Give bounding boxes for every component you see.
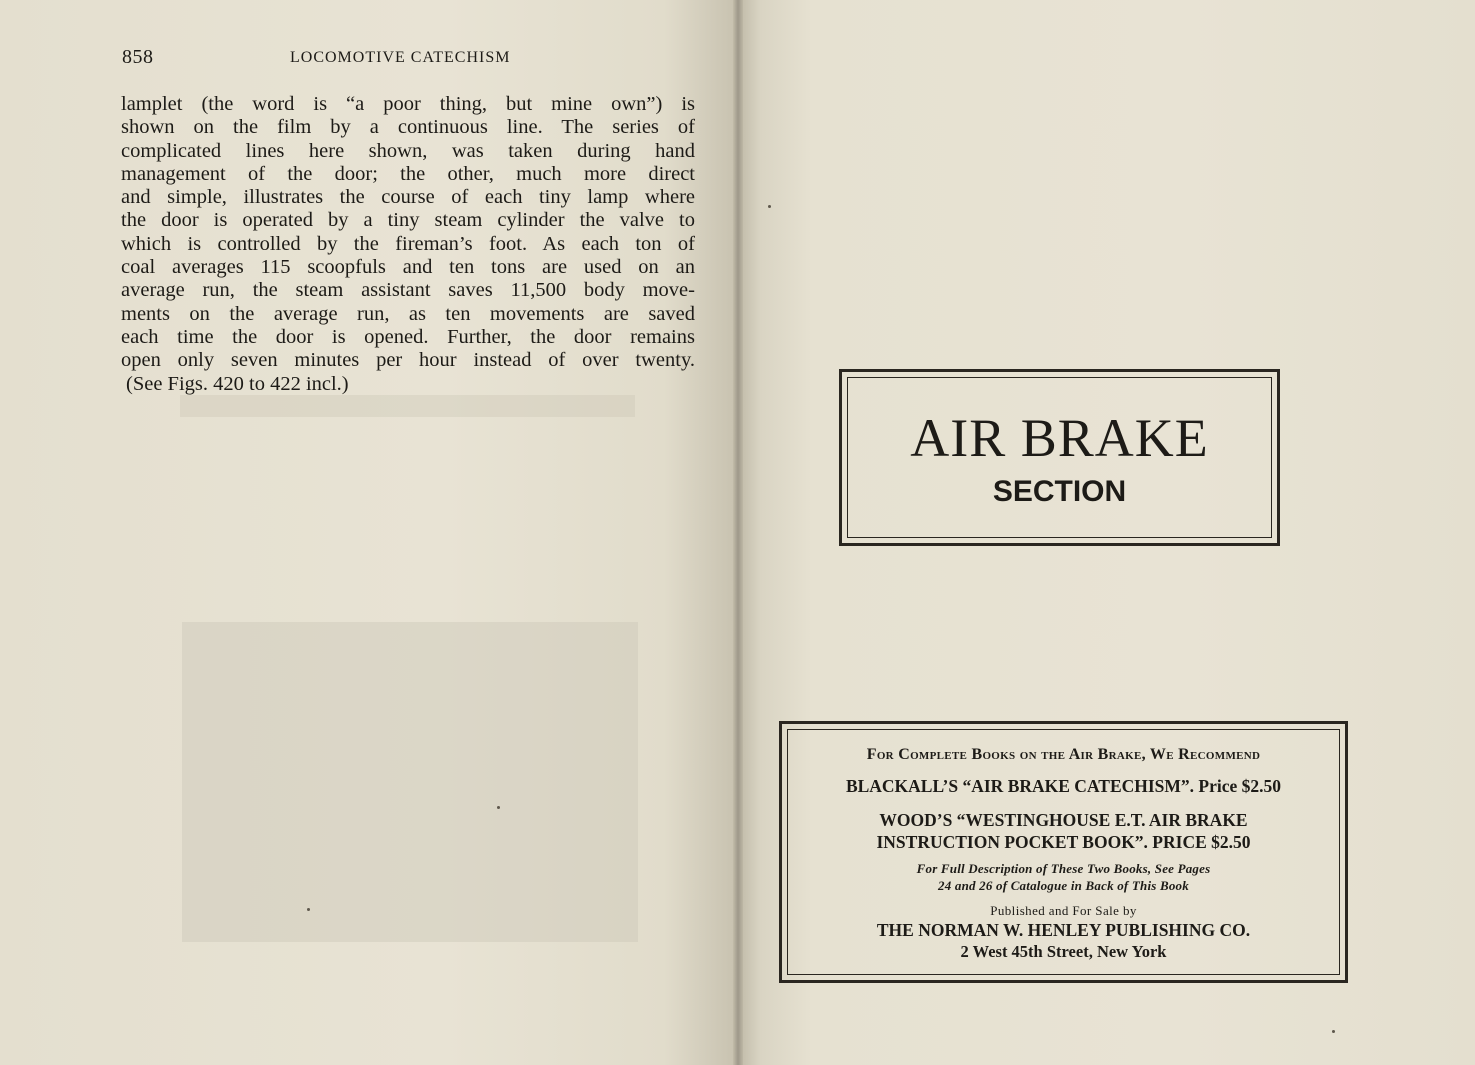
page-number: 858 bbox=[122, 46, 154, 68]
paper-speck bbox=[497, 806, 500, 809]
paragraph-line: average run, the steam assistant saves 11,500 body move- bbox=[121, 279, 695, 302]
publisher-address: 2 West 45th Street, New York bbox=[960, 942, 1167, 961]
paragraph-line: management of the door; the other, much more direct bbox=[121, 162, 695, 185]
paragraph-line: (See Figs. 420 to 422 incl.) bbox=[126, 372, 349, 395]
book-one-listing: BLACKALL’S “AIR BRAKE CATECHISM”. Price $2.50 bbox=[845, 776, 1282, 796]
description-note-line2: 24 and 26 of Catalogue in Back of This Book bbox=[938, 878, 1189, 893]
paragraph-line: ments on the average run, as ten movements are saved bbox=[121, 302, 695, 325]
recommend-line: For Complete Books on the Air Brake, We Recommend bbox=[866, 746, 1261, 763]
show-through-figure-area bbox=[182, 622, 638, 942]
paragraph-line: the door is operated by a tiny steam cylinder the valve to bbox=[121, 209, 695, 232]
book-advertisement-box bbox=[779, 721, 1348, 983]
book-two-listing-line2: INSTRUCTION POCKET BOOK”. PRICE $2.50 bbox=[876, 832, 1251, 852]
publisher-intro: Published and For Sale by bbox=[990, 903, 1137, 918]
section-title-box bbox=[839, 369, 1280, 546]
paragraph-line: and simple, illustrates the course of each tiny lamp where bbox=[121, 186, 695, 209]
book-gutter bbox=[733, 0, 743, 1065]
paragraph-line: open only seven minutes per hour instead of over twenty. bbox=[121, 349, 695, 372]
paragraph-line: coal averages 115 scoopfuls and ten tons are used on an bbox=[121, 256, 695, 279]
show-through-shade bbox=[180, 395, 635, 417]
section-subtitle: SECTION bbox=[992, 475, 1127, 508]
paper-speck bbox=[1332, 1030, 1335, 1033]
description-note-line1: For Full Description of These Two Books, See Pages bbox=[916, 861, 1211, 876]
paper-speck bbox=[768, 205, 771, 208]
running-head-title: LOCOMOTIVE CATECHISM bbox=[290, 49, 511, 66]
running-head bbox=[122, 46, 694, 70]
paragraph-line: shown on the film by a continuous line. The series of bbox=[121, 116, 695, 139]
publisher-name: THE NORMAN W. HENLEY PUBLISHING CO. bbox=[876, 920, 1251, 940]
section-title: AIR BRAKE bbox=[910, 408, 1209, 468]
paragraph-line: complicated lines here shown, was taken during hand bbox=[121, 139, 695, 162]
body-paragraph bbox=[121, 93, 695, 396]
paragraph-line: lamplet (the word is “a poor thing, but mine own”) is bbox=[121, 93, 695, 115]
book-two-listing-line1: WOOD’S “WESTINGHOUSE E.T. AIR BRAKE bbox=[879, 810, 1248, 830]
paragraph-line: which is controlled by the fireman’s foot. As each ton of bbox=[121, 232, 695, 255]
paper-speck bbox=[307, 908, 310, 911]
paragraph-line: each time the door is opened. Further, the door remains bbox=[121, 325, 695, 348]
